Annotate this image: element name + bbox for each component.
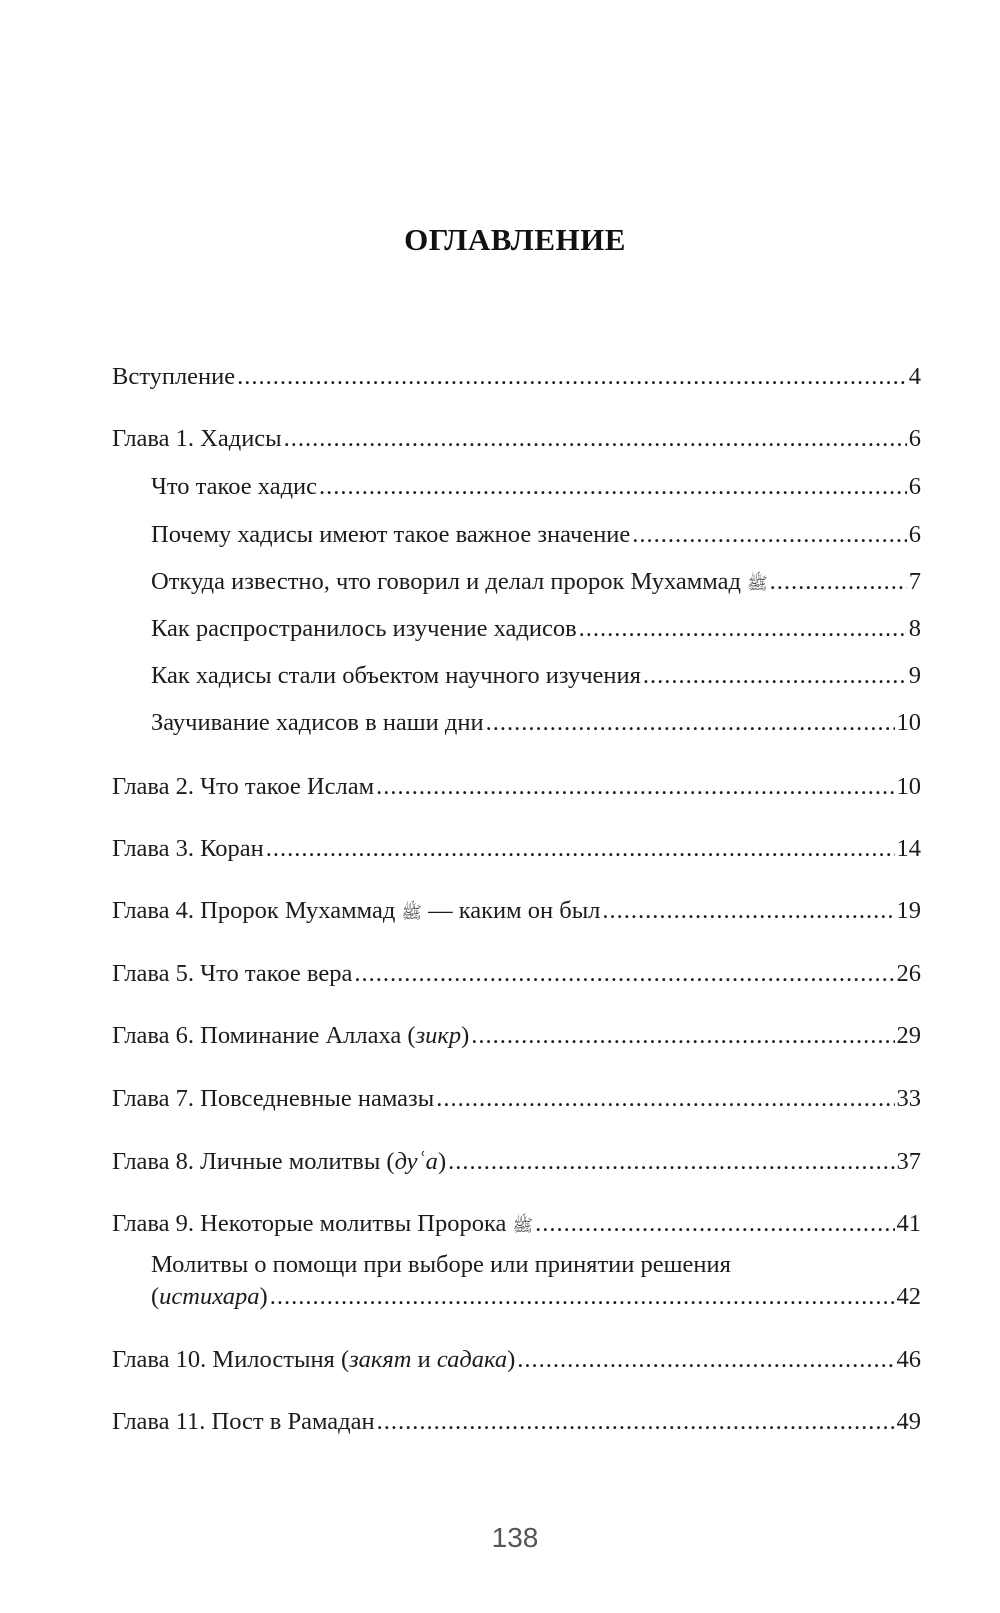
leader-dots [319,472,907,502]
toc-entry-label: Глава 11. Пост в Рамадан [112,1408,375,1435]
toc-entry-page: 42 [896,1283,921,1310]
toc-subentry[interactable] [151,567,921,599]
toc-subentry[interactable] [151,472,921,502]
leader-dots [270,1282,895,1312]
leader-dots [535,1209,894,1239]
leader-dots [376,772,894,802]
leader-dots [486,708,895,738]
leader-dots [471,1021,894,1051]
toc-entry[interactable] [112,772,921,802]
toc-entry-label: Почему хадисы имеют такое важное значение [151,521,631,548]
toc-entry[interactable] [112,1021,921,1051]
toc-subentry[interactable] [151,614,921,644]
toc-entry-label: Глава 5. Что такое вера [112,960,353,987]
leader-dots [237,362,907,392]
leader-dots [266,834,895,864]
toc-entry-page: 26 [896,960,921,987]
toc-entry-page: 9 [908,662,921,689]
toc-entry-label: Глава 9. Некоторые молитвы Пророка ﷺ [112,1210,534,1237]
toc-entry[interactable] [112,1084,921,1114]
toc-entry[interactable] [112,959,921,989]
leader-dots [643,661,907,691]
toc-entry-page: 6 [908,425,921,452]
toc-entry-page: 10 [896,709,921,736]
toc-entry-label: Глава 10. Милостыня (закят и садака) [112,1346,516,1373]
toc-entry-label: Глава 8. Личные молитвы (дуʿа) [112,1148,447,1175]
toc-entry-label: Что такое хадис [151,473,318,500]
toc-entry[interactable] [112,1209,921,1241]
toc-heading: ОГЛАВЛЕНИЕ [404,222,626,257]
page-number: 138 [491,1522,539,1553]
toc-entry-page: 8 [908,615,921,642]
toc-entry-label: Как распространилось изучение хадисов [151,615,577,642]
salawat-mark: ﷺ [512,1216,534,1236]
toc-entry-page: 46 [896,1346,921,1373]
toc-entry[interactable] [112,362,921,392]
toc-entry-label: Как хадисы стали объектом научного изучения [151,662,641,689]
toc-entry-label: Глава 7. Повседневные намазы [112,1085,435,1112]
toc-entry-label: Глава 1. Хадисы [112,425,282,452]
leader-dots [632,520,906,550]
toc-entry-label: Вступление [112,363,236,390]
toc-entry-label: (истихара) [151,1283,268,1310]
toc-entry-page: 49 [896,1408,921,1435]
leader-dots [284,424,907,454]
salawat-mark: ﷺ [747,574,768,594]
toc-entry-page: 10 [896,773,921,800]
salawat-mark: ﷺ [401,903,422,923]
toc-entry-page: 29 [896,1022,921,1049]
toc-entry-page: 33 [896,1085,921,1112]
toc-entry[interactable] [112,896,921,928]
toc-subentry[interactable] [151,661,921,691]
toc-entry[interactable] [112,424,921,454]
leader-dots [579,614,907,644]
toc-entry-page: 19 [896,897,921,924]
toc-entry-label: Глава 6. Поминание Аллаха (зикр) [112,1022,470,1049]
toc-entry-label: Заучивание хадисов в наши дни [151,709,484,736]
toc-entry-page: 4 [908,363,921,390]
leader-dots [602,896,894,926]
toc-entry-page: 6 [908,521,921,548]
toc-subentry[interactable] [151,1282,921,1312]
leader-dots [354,959,894,989]
toc-entry[interactable] [112,1407,921,1437]
leader-dots [770,567,907,597]
toc-entry-label: Откуда известно, что говорил и делал пророк Мухаммад ﷺ [151,568,768,595]
toc-entry-page: 7 [908,568,921,595]
toc-entry-page: 37 [896,1148,921,1175]
leader-dots [436,1084,894,1114]
toc-subentry[interactable] [151,520,921,550]
toc-entry[interactable] [112,1345,921,1375]
toc-entry-page: 6 [908,473,921,500]
leader-dots [377,1407,895,1437]
toc-entry-page: 41 [896,1210,921,1237]
toc-subentry[interactable] [151,708,921,738]
leader-dots [517,1345,894,1375]
toc-entry[interactable] [112,834,921,864]
toc-entry-label: Глава 3. Коран [112,835,264,862]
toc-entry[interactable] [112,1147,921,1177]
toc-subentry-label-line1[interactable]: Молитвы о помощи при выборе или принятии решения [151,1251,731,1278]
toc-entry-page: 14 [896,835,921,862]
leader-dots [448,1147,894,1177]
toc-entry-label: Глава 4. Пророк Мухаммад ﷺ — каким он был [112,897,601,924]
toc-entry-label: Глава 2. Что такое Ислам [112,773,375,800]
